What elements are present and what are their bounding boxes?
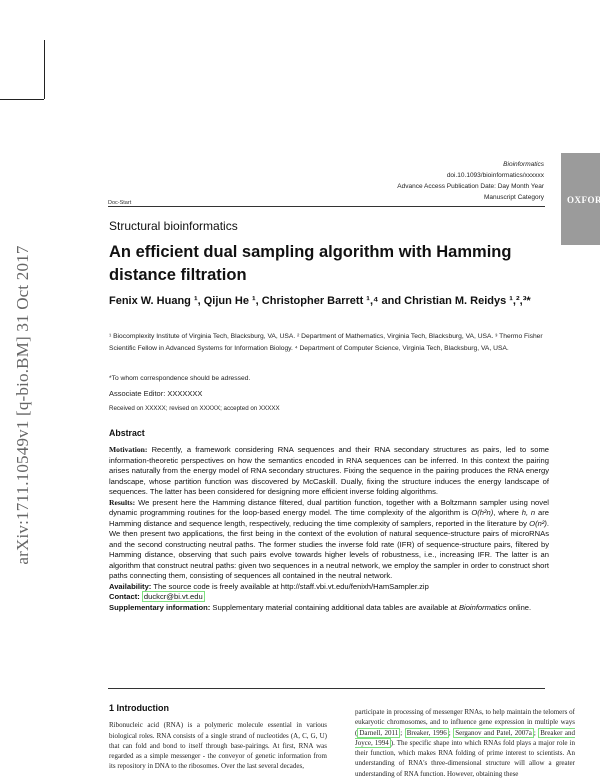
availability-label: Availability: bbox=[109, 581, 152, 591]
crop-mark-horizontal bbox=[0, 99, 44, 100]
paper-title: An efficient dual sampling algorithm with Hamming distance filtration bbox=[109, 243, 512, 284]
availability-text[interactable]: The source code is freely available at http://staff.vbi.vt.edu/fenixh/HamSampler.zip bbox=[153, 581, 429, 591]
abstract-rule bbox=[108, 688, 545, 689]
supplementary-journal: Bioinformatics bbox=[458, 602, 507, 612]
publisher-label: OXFORD bbox=[567, 195, 609, 205]
introduction-continued: participate in processing of messenger RNAs, to help maintain the telomers of eukaryotic chromosomes, and to influence gene expression in multiple ways ( Darnell, 2011 ; Breaker, 1996 ; Serganov and Patel, 2007a ; Breaker and Joyce, 1994 ). The specific shape into which RNAs fold plays a major role in their function, which makes RNA folding of prime interest to scientists. An understanding of RNA's three-dimensional structure will allow a greater understanding of RNA function. However, obtaining these bbox=[355, 708, 575, 778]
abstract-body bbox=[109, 445, 549, 613]
supplementary-label: Supplementary information: bbox=[109, 602, 211, 612]
col2-text-1: participate in processing of messenger RNAs, to help maintain the telomers of eukaryotic chromosomes, and to influence gene expression in multiple ways bbox=[355, 708, 575, 727]
results-math-1: O(h²n) bbox=[471, 508, 494, 517]
received-dates: Received on XXXXX; revised on XXXXX; accepted on XXXXX bbox=[109, 405, 280, 412]
supplementary-text-1: Supplementary material containing additional data tables are available at bbox=[212, 602, 457, 612]
results-text-4: . We then present two applications, the first being in the context of the evolution of natural sequence-structure pairs of microRNAs and the second constructing neutral paths. The former studies the inverse fold rate (IFR) of sequence-structure pairs, filtered by Hamming distance, observing that such pairs evolve towards higher levels of robustness, i.e., increasing IFR. The latter is an algorithm that construct neutral paths: given two sequences in a neutral network, we employ the sampler in order to construct short paths connecting them, consisting of sequences all contained in the neutral network. bbox=[109, 518, 549, 580]
motivation-text: Recently, a framework considering RNA sequences and their RNA secondary structures as pairs, led to some information-theoretic perspectives on how the semantics encoded in RNA sequences can be inferred. In this context the pairing arises naturally from the energy model of RNA secondary structures. Fixing the sequence in the pairing produces the RNA energy landscape, whose partition function was discovered by McCaskill. Dually, fixing the structure induces the energy landscape of sequences. The latter has been considered for designing more efficient inverse folding algorithms. bbox=[109, 445, 549, 496]
section-label: Structural bioinformatics bbox=[109, 219, 238, 233]
citation-link[interactable]: Breaker and Joyce, 1994 bbox=[355, 728, 575, 747]
journal-name: Bioinformatics bbox=[503, 161, 544, 168]
abstract-supplementary bbox=[109, 603, 549, 614]
abstract-heading: Abstract bbox=[109, 428, 145, 438]
correspondence-note: *To whom correspondence should be adressed. bbox=[109, 375, 251, 382]
category-line: Manuscript Category bbox=[484, 194, 544, 201]
body-column-left bbox=[109, 698, 327, 772]
abstract-results bbox=[109, 498, 549, 582]
introduction-heading: 1 Introduction bbox=[109, 703, 169, 713]
header-rule bbox=[108, 206, 545, 207]
citation-link[interactable]: Serganov and Patel, 2007a bbox=[455, 728, 532, 737]
introduction-paragraph: Ribonucleic acid (RNA) is a polymeric molecule essential in various biological roles. RNA consists of a single strand of nucleotides (A, C, G, U) that can fold and bond to itself through base-pairings. At first, RNA was regarded as a simple messenger - the conveyor of genetic information from its repository in DNA to the ribosomes. Over the last several decades, bbox=[109, 721, 327, 771]
doc-start-marker: Doc-Start bbox=[108, 200, 132, 206]
supplementary-text-2: online. bbox=[508, 602, 532, 612]
affiliations: ¹ Biocomplexity Institute of Virginia Tech, Blacksburg, VA, USA. ² Department of Mathematics, Virginia Tech, Blacksburg, VA, USA. ³ Thermo Fisher Scientific Fellow in Advanced Systems for Information Biology. ⁴ Department of Computer Science, Virginia Tech, Blacksburg, VA, USA. bbox=[109, 333, 543, 352]
publisher-tab bbox=[561, 153, 609, 245]
abstract-contact bbox=[109, 592, 549, 603]
results-text-2: , where bbox=[493, 508, 519, 517]
motivation-label: Motivation: bbox=[109, 445, 148, 454]
journal-header bbox=[397, 159, 544, 203]
results-text-3: are Hamming distance and sequence length, respectively, reducing the time complexity of samplers, reported in the literature by bbox=[109, 508, 549, 528]
crop-mark-vertical bbox=[44, 40, 45, 99]
associate-editor: Associate Editor: XXXXXXX bbox=[109, 389, 203, 398]
arxiv-identifier: arXiv:1711.10549v1 [q-bio.BM] 31 Oct 2017 bbox=[13, 245, 32, 565]
col2-text-2: . The specific shape into which RNAs fold plays a major role in their function, which makes RNA folding of prime interest to scientists. An understanding of RNA's three-dimensional structure will allow a greater understanding of RNA function. However, obtaining these bbox=[355, 738, 575, 778]
citation-link[interactable]: Darnell, 2011 bbox=[359, 728, 399, 737]
contact-email-link[interactable]: duckcr@bi.vt.edu bbox=[143, 592, 203, 601]
results-label: Results: bbox=[109, 497, 136, 507]
access-line: Advance Access Publication Date: Day Month Year bbox=[397, 183, 544, 190]
arxiv-sidebar bbox=[10, 170, 36, 640]
citation-link[interactable]: Breaker, 1996 bbox=[406, 728, 447, 737]
abstract-motivation bbox=[109, 445, 549, 498]
results-math-3: O(n²) bbox=[529, 518, 547, 528]
doi-line: doi.10.1093/bioinformatics/xxxxxx bbox=[446, 172, 544, 179]
results-math-2: h, n bbox=[521, 508, 536, 517]
results-text-1: We present here the Hamming distance filtered, dual partition function, together with a Boltzmann sampler using novel dynamic programming routines for the loop-based energy model. The time complexity of the algorithm is bbox=[109, 497, 549, 517]
contact-label: Contact: bbox=[109, 592, 140, 601]
body-column-right bbox=[355, 707, 575, 779]
author-list: Fenix W. Huang ¹, Qijun He ¹, Christopher Barrett ¹,⁴ and Christian M. Reidys ¹,²,³* bbox=[109, 295, 531, 307]
